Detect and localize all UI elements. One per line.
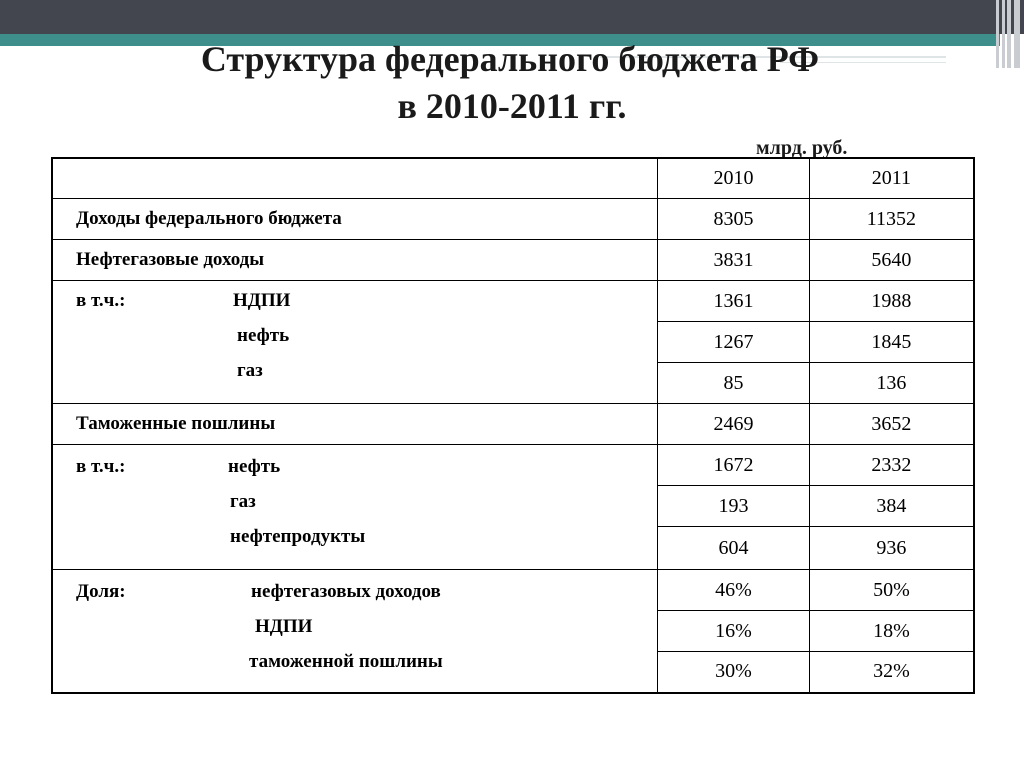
cell-value: 193 <box>658 486 810 527</box>
cell-value: 1267 <box>658 322 810 363</box>
cell-value: 32% <box>809 652 974 693</box>
cell-value: 1845 <box>809 322 974 363</box>
group2-item: нефтепродукты <box>230 526 366 547</box>
cell-value: 30% <box>658 652 810 693</box>
cell-value: 2332 <box>809 445 974 486</box>
cell-value: 46% <box>658 570 810 611</box>
table-row <box>52 570 974 611</box>
group3-item: нефтегазовых доходов <box>251 581 441 602</box>
cell-value: 1988 <box>809 281 974 322</box>
cell-value: 604 <box>658 527 810 570</box>
cell-value: 136 <box>809 363 974 404</box>
header-2011: 2011 <box>809 158 974 199</box>
cell-value: 384 <box>809 486 974 527</box>
row-label-customs: Таможенные пошлины <box>52 404 658 445</box>
group1-item: газ <box>237 360 263 381</box>
row-label-oilgas: Нефтегазовые доходы <box>52 240 658 281</box>
table-row <box>52 281 974 322</box>
cell-value: 1672 <box>658 445 810 486</box>
cell-oilgas-2011: 5640 <box>809 240 974 281</box>
cell-oilgas-2010: 3831 <box>658 240 810 281</box>
slide-header-bar <box>0 0 1024 34</box>
cell-value: 16% <box>658 611 810 652</box>
group2-label-cell <box>52 445 658 570</box>
cell-customs-2011: 3652 <box>809 404 974 445</box>
header-empty-cell <box>52 158 658 199</box>
table-row <box>52 199 974 240</box>
cell-value: 1361 <box>658 281 810 322</box>
table-row <box>52 240 974 281</box>
group2-item: газ <box>230 491 256 512</box>
table-row <box>52 404 974 445</box>
header-2010: 2010 <box>658 158 810 199</box>
slide-title: Структура федерального бюджета РФ <box>200 39 820 79</box>
cell-customs-2010: 2469 <box>658 404 810 445</box>
cell-value: 18% <box>809 611 974 652</box>
group3-prefix: Доля: <box>76 581 126 602</box>
group1-item: НДПИ <box>233 290 291 311</box>
table-row <box>52 445 974 486</box>
cell-value: 50% <box>809 570 974 611</box>
group2-item: нефть <box>228 456 281 477</box>
cell-income-2010: 8305 <box>658 199 810 240</box>
group2-prefix: в т.ч.: <box>76 456 126 477</box>
cell-value: 936 <box>809 527 974 570</box>
group1-prefix: в т.ч.: <box>76 290 126 311</box>
group1-item: нефть <box>237 325 290 346</box>
unit-label: млрд. руб. <box>756 137 848 159</box>
group3-item: таможенной пошлины <box>249 651 443 672</box>
header-row <box>52 158 974 199</box>
group1-label-cell <box>52 281 658 404</box>
budget-table <box>51 157 975 694</box>
slide-subtitle: в 2010-2011 гг. <box>397 86 627 126</box>
cell-income-2011: 11352 <box>809 199 974 240</box>
cell-value: 85 <box>658 363 810 404</box>
group3-item: НДПИ <box>255 616 313 637</box>
group3-label-cell <box>52 570 658 693</box>
row-label-income: Доходы федерального бюджета <box>52 199 658 240</box>
